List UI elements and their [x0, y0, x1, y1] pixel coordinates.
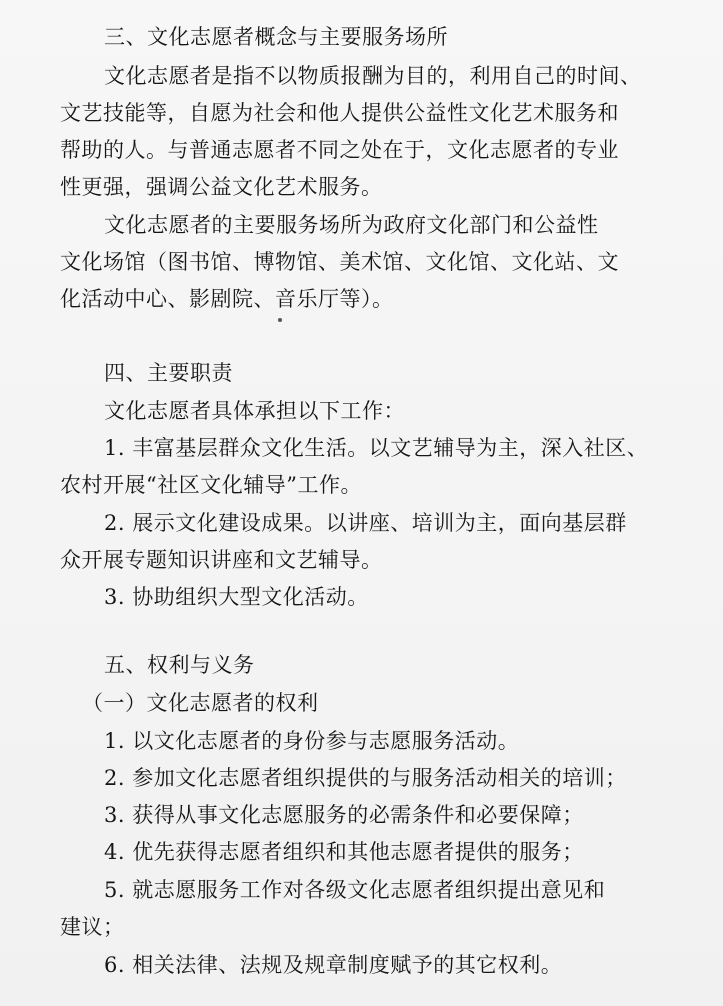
- rights-item: 5. 就志愿服务工作对各级文化志愿者组织提出意见和: [104, 878, 606, 902]
- list-item: 1. 丰富基层群众文化生活。以文艺辅导为主，深入社区、: [104, 436, 649, 460]
- section-heading-3: 三、文化志愿者概念与主要服务场所: [104, 25, 448, 49]
- subsection-heading: （一）文化志愿者的权利: [82, 691, 319, 715]
- scan-speck: [278, 318, 282, 322]
- list-item: 3. 协助组织大型文化活动。: [104, 585, 369, 609]
- rights-item: 3. 获得从事文化志愿服务的必需条件和必要保障；: [104, 803, 584, 827]
- paragraph-line: 文化场馆（图书馆、博物馆、美术馆、文化馆、文化站、文: [60, 250, 619, 274]
- paragraph-line: 帮助的人。与普通志愿者不同之处在于，文化志愿者的专业: [60, 138, 619, 162]
- paragraph-line: 文化志愿者具体承担以下工作：: [104, 399, 405, 423]
- section-heading-5: 五、权利与义务: [104, 653, 255, 677]
- list-item: 2. 展示文化建设成果。以讲座、培训为主，面向基层群: [104, 511, 627, 535]
- paragraph-line: 化活动中心、影剧院、音乐厅等）。: [60, 287, 394, 311]
- paragraph-line: 文化志愿者的主要服务场所为政府文化部门和公益性: [104, 213, 599, 237]
- rights-item: 2. 参加文化志愿者组织提供的与服务活动相关的培训；: [104, 766, 627, 790]
- paragraph-line: 性更强，强调公益文化艺术服务。: [60, 175, 383, 199]
- paragraph-line: 文化志愿者是指不以物质报酬为目的，利用自己的时间、: [104, 64, 642, 88]
- section-heading-4: 四、主要职责: [104, 361, 233, 385]
- rights-item: 6. 相关法律、法规及规章制度赋予的其它权利。: [104, 953, 563, 977]
- paragraph-line: 文艺技能等，自愿为社会和他人提供公益性文化艺术服务和: [60, 101, 619, 125]
- rights-item-continuation: 建议；: [60, 915, 125, 939]
- list-item-continuation: 众开展专题知识讲座和文艺辅导。: [60, 548, 383, 572]
- rights-item: 4. 优先获得志愿者组织和其他志愿者提供的服务；: [104, 840, 584, 864]
- rights-item: 1. 以文化志愿者的身份参与志愿服务活动。: [104, 729, 520, 753]
- list-item-continuation: 农村开展“社区文化辅导”工作。: [60, 473, 362, 497]
